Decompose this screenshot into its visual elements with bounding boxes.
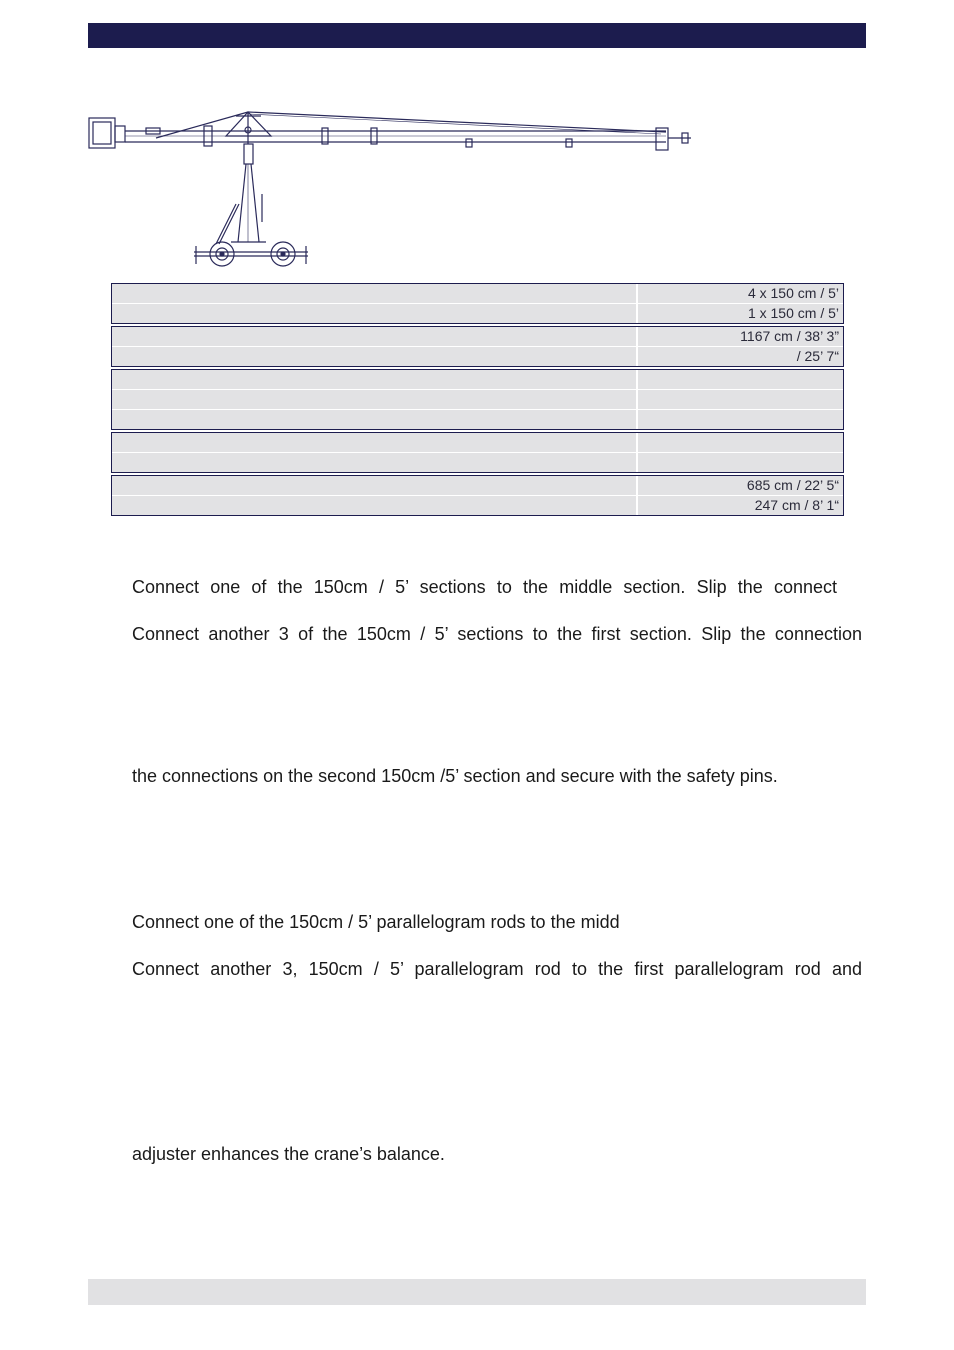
spec-row bbox=[112, 453, 843, 472]
paragraph: Connect one of the 150cm / 5’ sections to the middle section. Slip the connect bbox=[132, 577, 837, 597]
spec-label-cell bbox=[112, 327, 636, 346]
spec-value-cell: 1167 cm / 38’ 3” bbox=[638, 327, 843, 346]
spec-label-cell bbox=[112, 433, 636, 452]
header-bar bbox=[88, 23, 866, 48]
spec-label-cell bbox=[112, 496, 636, 515]
spec-label-cell bbox=[112, 284, 636, 303]
spec-label-cell bbox=[112, 410, 636, 429]
paragraph: Connect another 3, 150cm / 5’ parallelogram rod to the first parallelogram rod and bbox=[132, 959, 862, 979]
spec-group-lengths bbox=[111, 326, 844, 367]
spec-label-cell bbox=[112, 453, 636, 472]
spec-row bbox=[112, 410, 843, 429]
spec-row bbox=[112, 327, 843, 346]
spec-group-blank-a bbox=[111, 369, 844, 430]
paragraph: Connect another 3 of the 150cm / 5’ sections to the first section. Slip the connection bbox=[132, 624, 862, 644]
spec-value-cell bbox=[638, 390, 843, 409]
spec-row bbox=[112, 476, 843, 495]
footer-bar bbox=[88, 1279, 866, 1305]
spec-label-cell bbox=[112, 390, 636, 409]
spec-value-cell: 247 cm / 8’ 1“ bbox=[638, 496, 843, 515]
spec-value-cell: 4 x 150 cm / 5’ bbox=[638, 284, 843, 303]
spec-value-cell: / 25’ 7“ bbox=[638, 347, 843, 366]
spec-label-cell bbox=[112, 370, 636, 389]
spec-value-cell: 1 x 150 cm / 5’ bbox=[638, 304, 843, 323]
spec-row bbox=[112, 390, 843, 409]
spec-group-dimensions bbox=[111, 475, 844, 516]
spec-row bbox=[112, 304, 843, 323]
spec-row bbox=[112, 433, 843, 452]
paragraph: Connect one of the 150cm / 5’ parallelogram rods to the midd bbox=[132, 912, 620, 932]
spec-label-cell bbox=[112, 476, 636, 495]
spec-row bbox=[112, 347, 843, 366]
spec-value-cell bbox=[638, 433, 843, 452]
spec-value-cell bbox=[638, 453, 843, 472]
spec-label-cell bbox=[112, 304, 636, 323]
spec-row bbox=[112, 284, 843, 303]
spec-group-sections bbox=[111, 283, 844, 324]
spec-row bbox=[112, 370, 843, 389]
spec-group-blank-b bbox=[111, 432, 844, 473]
spec-value-cell: 685 cm / 22’ 5“ bbox=[638, 476, 843, 495]
spec-row bbox=[112, 496, 843, 515]
paragraph: adjuster enhances the crane’s balance. bbox=[132, 1144, 445, 1164]
paragraph: the connections on the second 150cm /5’ section and secure with the safety pins. bbox=[132, 766, 778, 786]
spec-value-cell bbox=[638, 410, 843, 429]
spec-label-cell bbox=[112, 347, 636, 366]
crane-diagram bbox=[86, 104, 700, 272]
spec-value-cell bbox=[638, 370, 843, 389]
